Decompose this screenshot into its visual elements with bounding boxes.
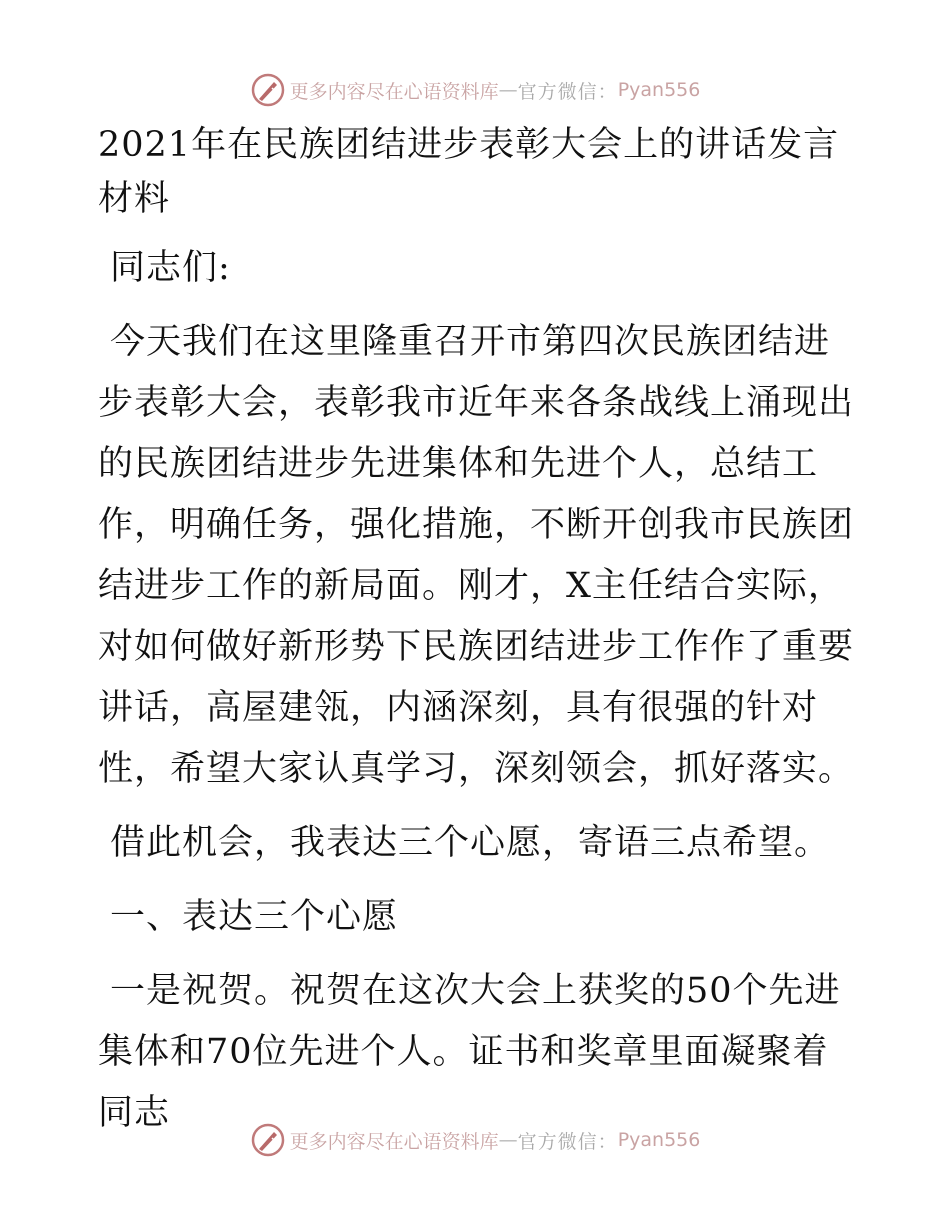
section-heading: 一、表达三个心愿 [110, 897, 399, 937]
paragraph-salutation: 同志们: [110, 248, 231, 288]
watermark-separator: — [498, 1129, 518, 1151]
wechat-id: Pyan556 [617, 79, 701, 101]
paragraph-intro: 借此机会，我表达三个心愿，寄语三点希望。 [110, 823, 831, 863]
wechat-label: 官方微信： [517, 80, 618, 103]
footer-watermark [0, 1122, 950, 1158]
quill-pen-circle-icon [250, 72, 286, 108]
document-body [98, 118, 858, 1157]
watermark-separator: — [498, 79, 518, 101]
promo-text: 更多内容尽在心语资料库 [289, 1130, 499, 1153]
quill-pen-circle-icon [250, 1122, 286, 1158]
paragraph-opening: 今天我们在这里隆重召开市第四次民族团结进步表彰大会，表彰我市近年来各条战线上涌现出的民族团结进步先进集体和先进个人，总结工作，明确任务，强化措施，不断开创我市民族团结进步工作的新局面。刚才，X主任结合实际，对如何做好新形势下民族团结进步工作作了重要讲话，高屋建瓴，内涵深刻，具有很强的针对性，希望大家认真学习，深刻领会，抓好落实。 [98, 322, 855, 789]
header-watermark [0, 72, 950, 108]
paragraph-congratulations: 一是祝贺。祝贺在这次大会上获奖的50个先进集体和70位先进个人。证书和奖章里面凝聚着同志 [98, 971, 841, 1133]
promo-text: 更多内容尽在心语资料库 [289, 80, 499, 103]
document-title: 2021年在民族团结进步表彰大会上的讲话发言材料 [98, 125, 840, 219]
wechat-id: Pyan556 [617, 1129, 701, 1151]
wechat-label: 官方微信： [517, 1130, 618, 1153]
